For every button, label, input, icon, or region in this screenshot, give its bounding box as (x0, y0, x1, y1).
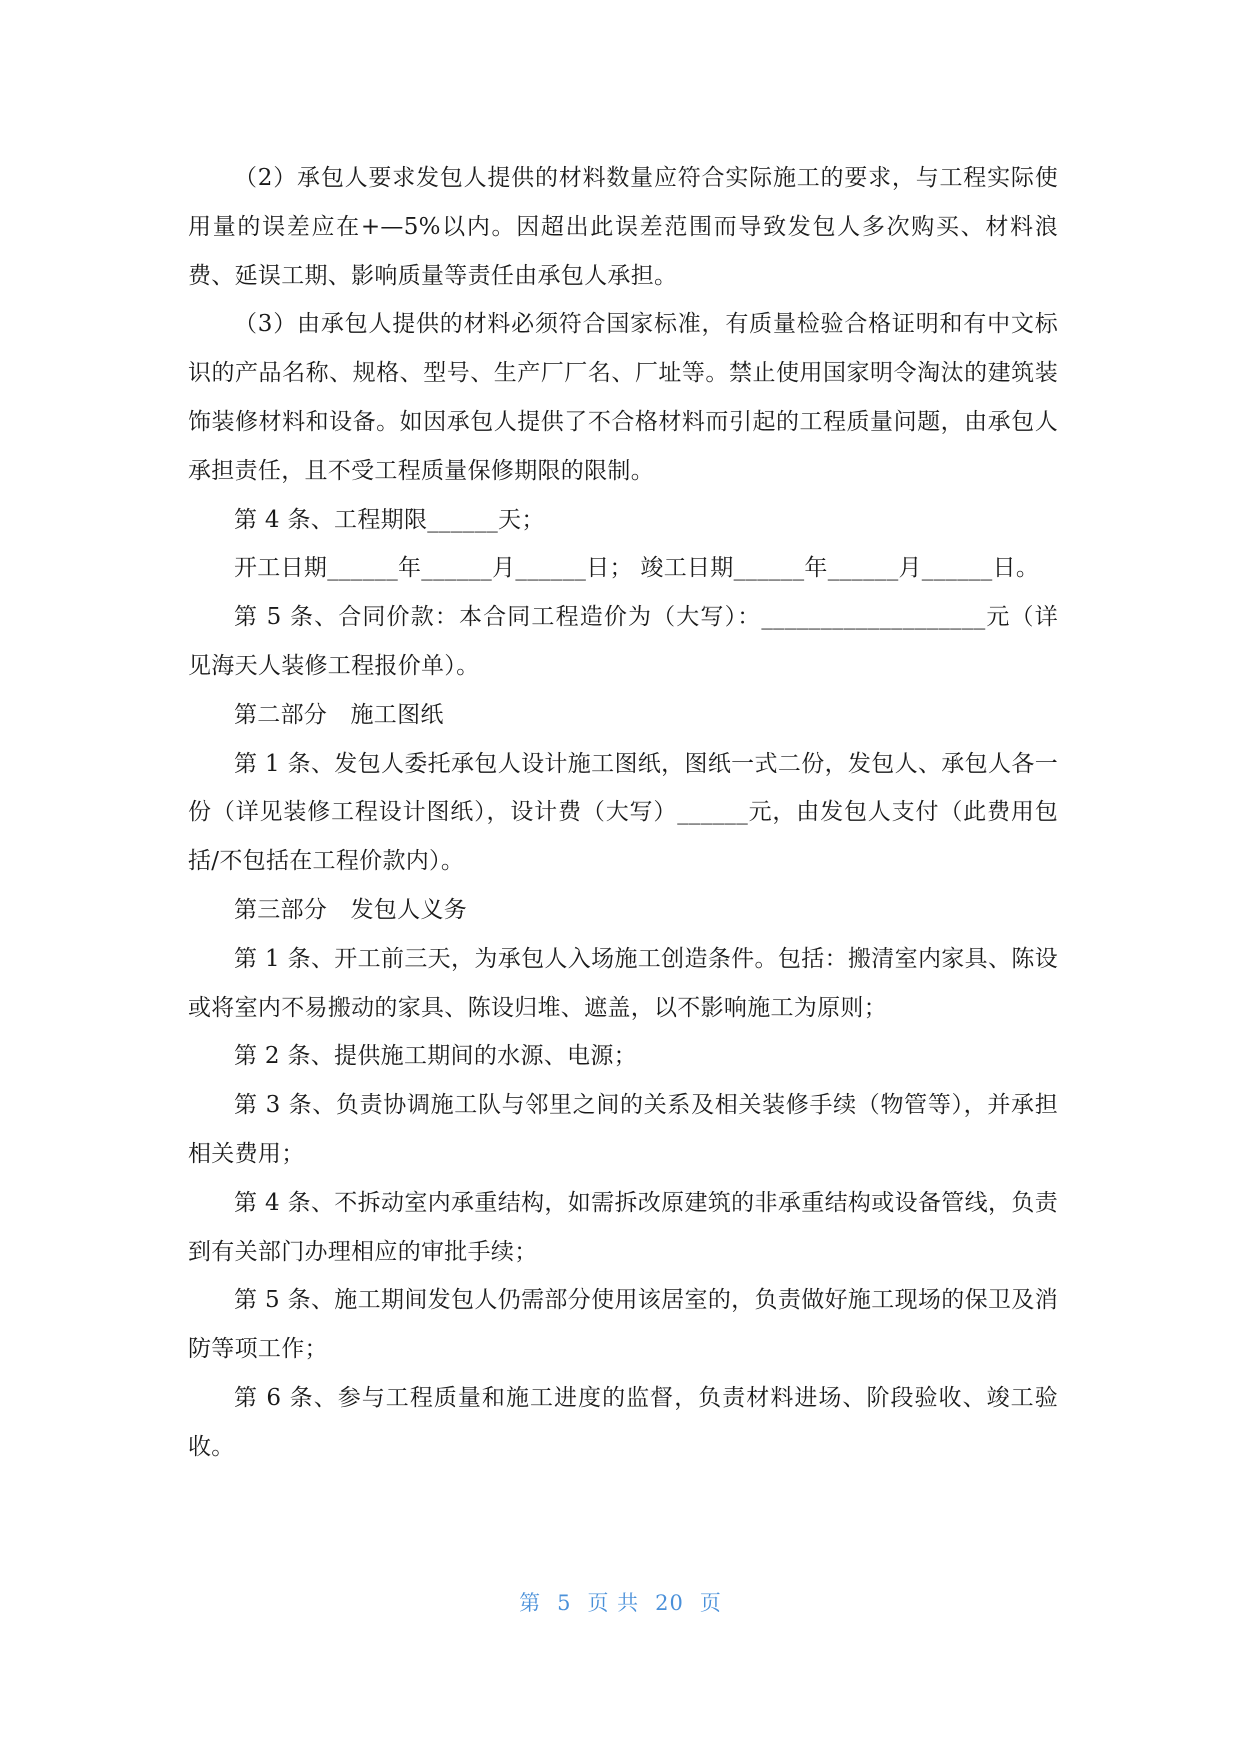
footer-current-page: 5 (557, 1591, 572, 1615)
footer-prefix: 第 (519, 1591, 542, 1615)
paragraph-part2-article-1: 第 1 条、发包人委托承包人设计施工图纸，图纸一式二份，发包人、承包人各一份（详见装修工程设计图纸），设计费（大写）______元，由发包人支付（此费用包括/不包括在工程价款内）。 (188, 750, 1058, 875)
document-body (188, 154, 1058, 1472)
footer-total-pages: 20 (655, 1591, 684, 1615)
paragraph-part3-article-2: 第 2 条、提供施工期间的水源、电源； (234, 1043, 637, 1070)
paragraph-part3-article-3: 第 3 条、负责协调施工队与邻里之间的关系及相关装修手续（物管等），并承担相关费用； (188, 1092, 1058, 1167)
paragraph-part3-article-5: 第 5 条、施工期间发包人仍需部分使用该居室的，负责做好施工现场的保卫及消防等项工作； (188, 1287, 1058, 1363)
paragraph-article-5-price: 第 5 条、合同价款：本合同工程造价为（大写）：___________________元（详见海天人装修工程报价单）。 (188, 604, 1058, 679)
paragraph-article-4-duration: 第 4 条、工程期限______天； (234, 506, 545, 533)
paragraph-material-quantity: （2）承包人要求发包人提供的材料数量应符合实际施工的要求，与工程实际使用量的误差应在+—5%以内。因超出此误差范围而导致发包人多次购买、材料浪费、延误工期、影响质量等责任由承包人承担。 (188, 165, 1058, 289)
paragraph-start-end-dates: 开工日期______年______月______日； 竣工日期______年______月______日。 (234, 555, 1040, 582)
footer-middle: 页 共 (587, 1591, 640, 1615)
paragraph-part3-article-6: 第 6 条、参与工程质量和施工进度的监督，负责材料进场、阶段验收、竣工验收。 (188, 1384, 1058, 1460)
paragraph-part3-article-1: 第 1 条、开工前三天，为承包人入场施工创造条件。包括：搬清室内家具、陈设或将室内不易搬动的家具、陈设归堆、遮盖，以不影响施工为原则； (188, 945, 1058, 1021)
paragraph-material-standard: （3）由承包人提供的材料必须符合国家标准，有质量检验合格证明和有中文标识的产品名称、规格、型号、生产厂厂名、厂址等。禁止使用国家明令淘汰的建筑装饰装修材料和设备。如因承包人提供了不合格材料而引起的工程质量问题，由承包人承担责任，且不受工程质量保修期限的限制。 (188, 311, 1058, 484)
section-heading-part-2: 第二部分 施工图纸 (234, 701, 444, 728)
footer-suffix: 页 (699, 1591, 722, 1615)
paragraph-part3-article-4: 第 4 条、不拆动室内承重结构，如需拆改原建筑的非承重结构或设备管线，负责到有关部门办理相应的审批手续； (188, 1189, 1058, 1265)
page-number-footer (0, 1587, 1241, 1617)
section-heading-part-3: 第三部分 发包人义务 (234, 896, 467, 923)
